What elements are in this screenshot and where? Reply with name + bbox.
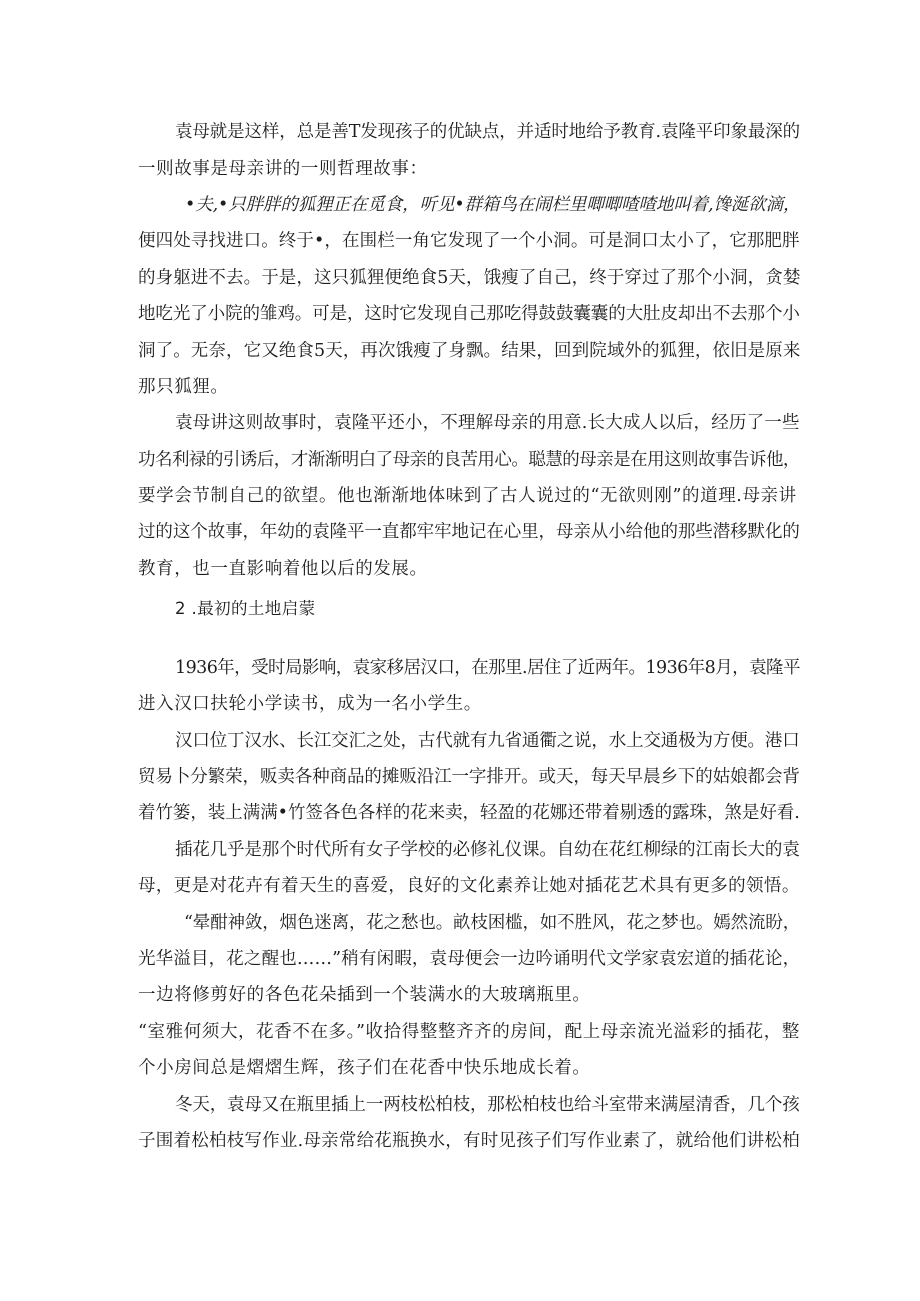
paragraph-line: 过的这个故事，年幼的袁隆平一直都牢牢地记在心里，母亲从小给他的那些潜移默化的 bbox=[138, 522, 800, 542]
paragraph-line: 进入汉口扶轮小学读书，成为一名小学生。 bbox=[138, 694, 482, 714]
story-line: •夫,•只胖胖的狐狸正在觅食，听见•群箱鸟在闹栏里唧唧喳喳地叫着,馋涎欲滴， bbox=[185, 195, 801, 215]
paragraph-line: 母，更是对花卉有着天生的喜爱，良好的文化素养让她对插花艺术具有更多的领悟。 bbox=[138, 876, 800, 896]
paragraph-line: 着竹篓，装上满满•竹签各色各样的花来卖，轻盈的花娜还带着剔透的露珠，煞是好看. bbox=[138, 803, 800, 823]
paragraph-line: 子围着松柏枝写作业.母亲常给花瓶换水，有时见孩子们写作业素了，就给他们讲松柏 bbox=[138, 1131, 800, 1151]
paragraph-line: 功名利禄的引诱后，才渐渐明白了母亲的良苦用心。聪慧的母亲是在用这则故事告诉他， bbox=[138, 450, 800, 470]
paragraph-line: 插花几乎是那个时代所有女子学校的必修礼仪课。自幼在花红柳绿的江南长大的袁 bbox=[175, 840, 800, 860]
paragraph-line: 贸易卜分繁荣，贩卖各种商品的摊贩沿江一字排开。或天，每天早晨乡下的姑娘都会背 bbox=[138, 767, 800, 787]
quote-line: 一边将修剪好的各色花朵插到一个装满水的大玻璃瓶里。 bbox=[138, 985, 591, 1005]
story-line: 那只狐狸。 bbox=[138, 377, 229, 397]
story-line: 便四处寻找进口。终于•，在围栏一角它发现了一个小洞。可是洞口太小了，它那肥胖 bbox=[138, 231, 800, 251]
paragraph-line: 1936年，受时局影响，袁家移居汉口，在那里.居住了近两年。1936年8月，袁隆平 bbox=[175, 658, 800, 678]
story-line: 洞了。无奈，它又绝食5天，再次饿瘦了身飘。结果，回到院域外的狐狸，依旧是原来 bbox=[138, 341, 801, 361]
quote-line: 光华溢目，花之醒也……”稍有闲暇，袁母便会一边吟诵明代文学家袁宏道的插花论， bbox=[138, 949, 801, 969]
paragraph-line: 冬天，袁母又在瓶里插上一两枝松柏枝，那松柏枝也给斗室带来满屋清香，几个孩 bbox=[175, 1095, 800, 1115]
paragraph-line: 汉口位丁汉水、长江交汇之处，古代就有九省通衢之说，水上交通极为方便。港口 bbox=[175, 731, 800, 751]
paragraph-line: 教育，也一直影响着他以后的发展。 bbox=[138, 559, 428, 579]
paragraph-line: 要学会节制自己的欲望。他也渐渐地体味到了古人说过的“无欲则刚”的道理.母亲讲 bbox=[138, 486, 797, 506]
paragraph-line: 袁母讲这则故事时，袁隆平还小，不理解母亲的用意.长大成人以后，经历了一些 bbox=[175, 413, 800, 433]
quote-line: “晕酣神敛，烟色迷离，花之愁也。畝枝困槛，如不胜风，花之梦也。嫣然流盼， bbox=[184, 913, 801, 933]
paragraph-line: 个小房间总是熠熠生辉，孩子们在花香中快乐地成长着。 bbox=[138, 1058, 591, 1078]
paragraph-line: “室雅何须大，花香不在多。”收拾得整整齐齐的房间，配上母亲流光溢彩的插花，整 bbox=[138, 1022, 800, 1042]
section-heading: 2 .最初的土地启蒙 bbox=[175, 599, 316, 618]
paragraph-line: 袁母就是这样，总是善T发现孩子的优缺点，并适时地给予教育.袁隆平印象最深的 bbox=[175, 122, 800, 142]
paragraph-line: 一则故事是母亲讲的一则哲理故事： bbox=[138, 159, 428, 179]
story-line: 的身躯进不去。于是，这只狐狸便绝食5天，饿瘦了自己，终于穿过了那个小洞，贪婪 bbox=[138, 268, 801, 288]
story-line: 地吃光了小院的雏鸡。可是，这时它发现自己那吃得鼓鼓囊囊的大肚皮却出不去那个小 bbox=[138, 304, 800, 324]
